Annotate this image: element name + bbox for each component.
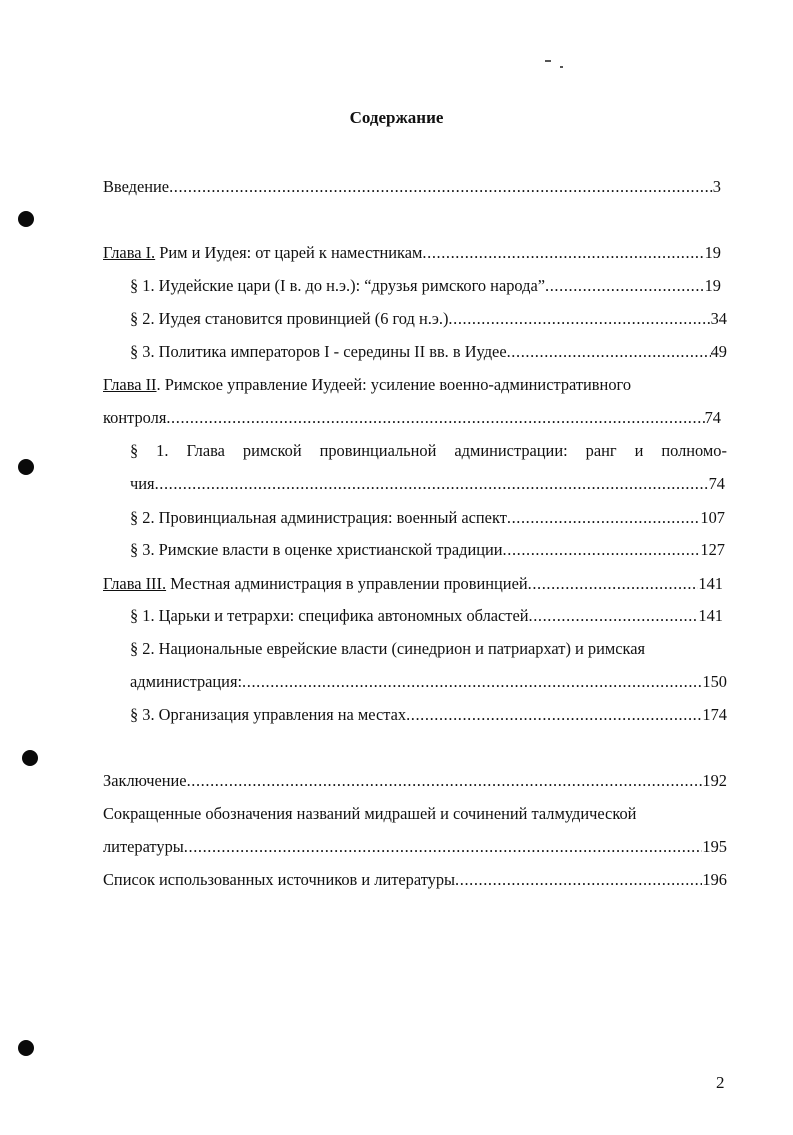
leader-dots xyxy=(507,508,701,528)
chapter-title: . Римское управление Иудеей: усиление военно-административного xyxy=(156,375,632,394)
toc-page-number: 19 xyxy=(704,276,721,295)
toc-entry-text: Список использованных источников и литературы xyxy=(103,870,456,889)
toc-page-number: 174 xyxy=(702,705,727,724)
toc-page-number: 3 xyxy=(712,177,721,196)
toc-entry-chapter3 xyxy=(103,574,723,594)
toc-page-number: 34 xyxy=(710,309,727,328)
toc-entry-section-line2 xyxy=(130,672,727,692)
toc-page-number: 150 xyxy=(702,672,727,691)
leader-dots xyxy=(528,574,699,594)
binder-hole xyxy=(22,750,38,766)
toc-page-number: 107 xyxy=(700,508,725,527)
binder-hole xyxy=(18,211,34,227)
chapter-label: Глава III. xyxy=(103,574,167,593)
toc-entry-chapter1 xyxy=(103,243,721,263)
word: ранг xyxy=(585,441,617,460)
chapter-title: Местная администрация в управлении провинцией xyxy=(166,574,528,593)
chapter-title: Рим и Иудея: от царей к наместникам xyxy=(155,243,423,262)
toc-entry-text: § 2. Провинциальная администрация: военный аспект xyxy=(130,508,507,527)
word: Глава xyxy=(186,441,225,460)
toc-entry-text: литературы xyxy=(103,837,184,856)
scan-speck xyxy=(560,66,563,68)
toc-entry-section xyxy=(130,508,725,528)
word: и xyxy=(634,441,644,460)
toc-entry-sources xyxy=(103,870,727,890)
leader-dots xyxy=(448,309,710,329)
toc-entry-chapter2-line2 xyxy=(103,408,721,428)
toc-page-number: 141 xyxy=(698,574,723,593)
toc-entry-text: администрация: xyxy=(130,672,243,691)
toc-page-number: 74 xyxy=(704,408,721,427)
word: § xyxy=(130,441,139,460)
word: провинциальной xyxy=(319,441,437,460)
leader-dots xyxy=(455,870,702,890)
toc-page-number: 19 xyxy=(704,243,721,262)
chapter-label: Глава I. xyxy=(103,243,156,262)
toc-entry-section xyxy=(130,705,727,725)
leader-dots xyxy=(406,705,702,725)
word: 1. xyxy=(156,441,169,460)
toc-entry-text: чия xyxy=(130,474,155,493)
leader-dots xyxy=(155,474,709,494)
word: полномо- xyxy=(661,441,727,460)
toc-entry-text: § 3. Политика императоров I - середины II вв. в Иудее xyxy=(130,342,507,361)
leader-dots xyxy=(187,771,703,791)
toc-entry-abbreviations-line2 xyxy=(103,837,727,857)
toc-entry-text: § 1. Царьки и тетрархи: специфика автономных областей xyxy=(130,606,529,625)
toc-page-number: 49 xyxy=(710,342,727,361)
toc-page-number: 74 xyxy=(708,474,725,493)
leader-dots xyxy=(422,243,704,263)
toc-entry-text: Введение xyxy=(103,177,170,196)
page-title: Содержание xyxy=(349,108,444,127)
word: римской xyxy=(242,441,302,460)
leader-dots xyxy=(507,342,711,362)
leader-dots xyxy=(503,540,701,560)
toc-entry-text: контроля xyxy=(103,408,167,427)
toc-entry-text: § 3. Римские власти в оценке христианской традиции xyxy=(130,540,503,559)
toc-entry-conclusion xyxy=(103,771,727,791)
page-number: 2 xyxy=(716,1073,725,1092)
leader-dots xyxy=(242,672,702,692)
toc-page-number: 127 xyxy=(700,540,725,559)
word: администрации: xyxy=(454,441,568,460)
toc-page-number: 192 xyxy=(702,771,727,790)
leader-dots xyxy=(545,276,705,296)
leader-dots xyxy=(529,606,699,626)
toc-entry-section xyxy=(130,342,727,362)
toc-entry-abbreviations-line1: Сокращенные обозначения названий мидрашей и сочинений талмудической xyxy=(103,804,637,823)
leader-dots xyxy=(184,837,703,857)
toc-page-number: 195 xyxy=(702,837,727,856)
binder-hole xyxy=(18,1040,34,1056)
chapter-label: Глава II xyxy=(103,375,157,394)
toc-page-number: 196 xyxy=(702,870,727,889)
toc-entry-text: § 1. Иудейские цари (I в. до н.э.): “друзья римского народа” xyxy=(130,276,546,295)
binder-hole xyxy=(18,459,34,475)
toc-entry-intro xyxy=(103,177,721,197)
toc-entry-section xyxy=(130,276,721,296)
leader-dots xyxy=(166,408,704,428)
toc-entry-section-line2 xyxy=(130,474,725,494)
toc-entry-section xyxy=(130,606,723,626)
toc-entry-text: § 3. Организация управления на местах xyxy=(130,705,407,724)
toc-entry-chapter2-line1 xyxy=(103,375,631,395)
toc-entry-section-line1 xyxy=(130,441,727,461)
toc-entry-text: Заключение xyxy=(103,771,187,790)
toc-entry-text: § 2. Иудея становится провинцией (6 год н.э.) xyxy=(130,309,449,328)
scan-speck xyxy=(545,60,551,62)
toc-entry-section xyxy=(130,309,727,329)
toc-page-number: 141 xyxy=(698,606,723,625)
toc-entry-section xyxy=(130,540,725,560)
toc-entry-section-line1: § 2. Национальные еврейские власти (синедрион и патриархат) и римская xyxy=(130,639,646,658)
leader-dots xyxy=(169,177,713,197)
